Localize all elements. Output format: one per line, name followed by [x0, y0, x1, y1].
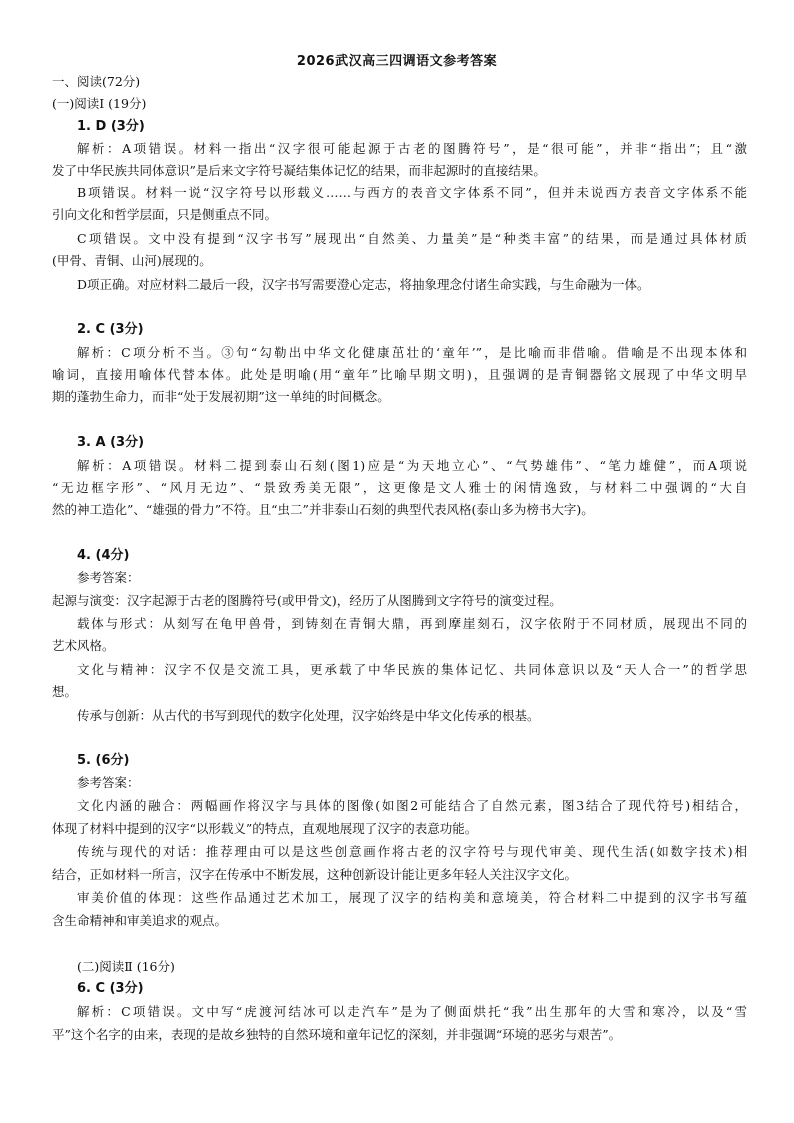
q5-line-5: 审美价值的体现：这些作品通过艺术加工，展现了汉字的结构美和意境美，符合材料二中提到的汉字书写蕴: [77, 890, 747, 905]
question-6-heading: 6. C (3分): [77, 981, 144, 996]
q4-line-6: 传承与创新：从古代的书写到现代的数字化处理，汉字始终是中华文化传承的根基。: [77, 708, 540, 723]
q3-line-3: 然的神工造化”、“雄强的骨力”不符。且“虫二”并非泰山石刻的典型代表风格(泰山多为榜书大字)。: [52, 502, 594, 517]
q5-line-3: 传统与现代的对话：推荐理由可以是这些创意画作将古老的汉字符号与现代审美、现代生活(如数字技术)相: [77, 844, 747, 859]
subsection-heading-reading-1: (一)阅读Ⅰ (19分): [52, 96, 147, 111]
question-1-heading: 1. D (3分): [77, 119, 145, 134]
subsection-heading-reading-2: (二)阅读Ⅱ (16分): [77, 959, 175, 974]
q4-line-5: 想。: [52, 684, 78, 699]
q1-line-5: C项错误。文中没有提到“汉字书写”展现出“自然美、力量美”是“种类丰富”的结果，而是通过具体材质: [77, 231, 747, 246]
q1-line-3: B项错误。材料一说“汉字符号以形载义……与西方的表音文字体系不同”，但并未说西方表音文字体系不能: [77, 185, 747, 200]
q2-line-3: 期的蓬勃生命力，而非“处于发展初期”这一单纯的时间概念。: [52, 389, 390, 404]
q4-line-2: 载体与形式：从刻写在龟甲兽骨，到铸刻在青铜大鼎，再到摩崖刻石，汉字依附于不同材质，展现出不同的: [77, 616, 747, 631]
page-title: 2026武汉高三四调语文参考答案: [296, 54, 498, 69]
q1-line-6: (甲骨、青铜、山河)展现的。: [52, 253, 212, 268]
question-3-heading: 3. A (3分): [77, 435, 145, 450]
q5-line-4: 结合，正如材料一所言，汉字在传承中不断发展，这种创新设计能让更多年轻人关注汉字文化。: [52, 867, 578, 882]
q1-line-4: 引向文化和哲学层面，只是侧重点不同。: [52, 207, 278, 222]
q5-reference-label: 参考答案：: [77, 775, 140, 790]
q4-line-1: 起源与演变：汉字起源于古老的图腾符号(或甲骨文)，经历了从图腾到文字符号的演变过程。: [52, 593, 562, 608]
question-5-heading: 5. (6分): [77, 753, 130, 768]
q3-line-1: 解析：A项错误。材料二提到泰山石刻(图1)应是“为天地立心”、“气势雄伟”、“笔力雄健”，而A项说: [77, 458, 747, 473]
q1-line-2: 发了中华民族共同体意识”是后来文字符号凝结集体记忆的结果，而非起源时的直接结果。: [52, 163, 546, 178]
q3-line-2: “无边框字形”、“风月无边”、“景致秀美无限”，这更像是文人雅士的闲情逸致，与材料二中强调的“大自: [52, 480, 747, 495]
q1-line-7: D项正确。对应材料二最后一段，汉字书写需要澄心定志，将抽象理念付诸生命实践，与生命融为一体。: [77, 277, 650, 292]
q4-reference-label: 参考答案：: [77, 570, 140, 585]
section-heading-reading: 一、阅读(72分): [52, 74, 141, 89]
q5-line-6: 含生命精神和审美追求的观点。: [52, 913, 228, 928]
q5-line-2: 体现了材料中提到的汉字“以形载义”的特点，直观地展现了汉字的表意功能。: [52, 821, 478, 836]
q4-line-3: 艺术风格。: [52, 638, 115, 653]
q2-line-2: 喻词，直接用喻体代替本体。此处是明喻(用“童年”比喻早期文明)，且强调的是青铜器铭文展现了中华文明早: [52, 367, 747, 382]
q2-line-1: 解析：C项分析不当。③句“勾勒出中华文化健康茁壮的‘童年’”，是比喻而非借喻。借喻是不出现本体和: [77, 345, 747, 360]
question-2-heading: 2. C (3分): [77, 322, 144, 337]
q1-line-1: 解析：A项错误。材料一指出“汉字很可能起源于古老的图腾符号”，是“很可能”，并非“指出”；且“激: [77, 141, 747, 156]
q6-line-2: 平”这个名字的由来，表现的是故乡独特的自然环境和童年记忆的深刻，并非强调“环境的恶劣与艰苦”。: [52, 1027, 622, 1042]
q4-line-4: 文化与精神：汉字不仅是交流工具，更承载了中华民族的集体记忆、共同体意识以及“天人合一”的哲学思: [77, 662, 747, 677]
question-4-heading: 4. (4分): [77, 548, 130, 563]
q5-line-1: 文化内涵的融合：两幅画作将汉字与具体的图像(如图2可能结合了自然元素，图3结合了现代符号)相结合，: [77, 798, 747, 813]
q6-line-1: 解析：C项错误。文中写“虎渡河结冰可以走汽车”是为了侧面烘托“我”出生那年的大雪和寒冷，以及“雪: [77, 1004, 747, 1019]
